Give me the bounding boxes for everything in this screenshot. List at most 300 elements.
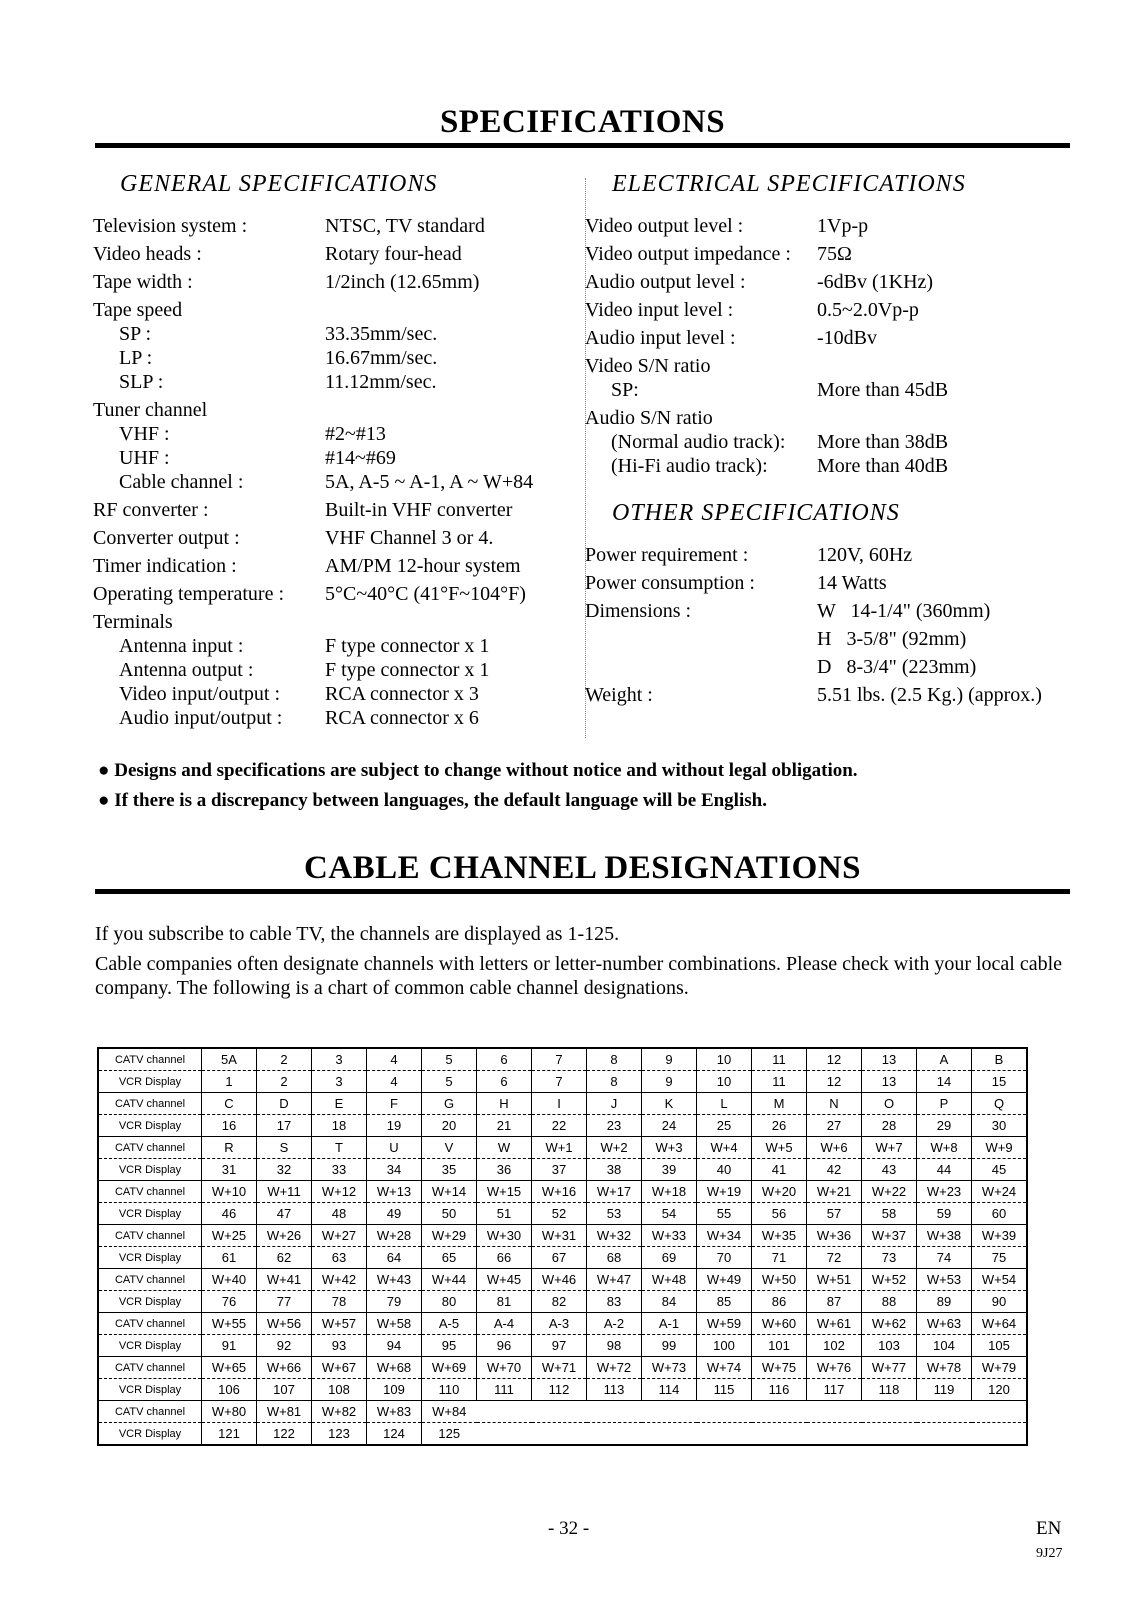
spec-row bbox=[585, 406, 1065, 430]
vcr-cell: 118 bbox=[862, 1379, 917, 1401]
catv-cell: W+84 bbox=[422, 1401, 477, 1423]
spec-row bbox=[585, 354, 1065, 378]
cable-title: CABLE CHANNEL DESIGNATIONS bbox=[303, 850, 862, 886]
spec-row bbox=[93, 270, 573, 294]
catv-cell: 4 bbox=[367, 1048, 422, 1071]
catv-label: CATV channel bbox=[98, 1048, 202, 1071]
catv-cell: Q bbox=[972, 1093, 1028, 1115]
spec-value: W 14-1/4" (360mm) bbox=[817, 600, 991, 622]
spec-row bbox=[585, 242, 1065, 266]
catv-label: CATV channel bbox=[98, 1269, 202, 1291]
vcr-cell: 52 bbox=[532, 1203, 587, 1225]
vcr-cell: 16 bbox=[202, 1115, 257, 1137]
vcr-cell: 90 bbox=[972, 1291, 1028, 1313]
vcr-cell: 87 bbox=[807, 1291, 862, 1313]
catv-cell: W+34 bbox=[697, 1225, 752, 1247]
vcr-cell: 6 bbox=[477, 1071, 532, 1093]
vcr-cell: 24 bbox=[642, 1115, 697, 1137]
spec-label: Operating temperature : bbox=[93, 583, 285, 605]
vcr-cell: 66 bbox=[477, 1247, 532, 1269]
catv-cell: W+43 bbox=[367, 1269, 422, 1291]
spec-value: #14~#69 bbox=[325, 447, 396, 469]
intro-line: If you subscribe to cable TV, the channels are displayed as 1-125. bbox=[95, 923, 620, 945]
vcr-cell: 76 bbox=[202, 1291, 257, 1313]
spec-value: AM/PM 12-hour system bbox=[325, 555, 521, 577]
spec-row bbox=[585, 214, 1065, 238]
vcr-label: VCR Display bbox=[98, 1335, 202, 1357]
vcr-cell: 64 bbox=[367, 1247, 422, 1269]
catv-cell: W+78 bbox=[917, 1357, 972, 1379]
spec-row bbox=[93, 554, 573, 578]
vcr-cell: 92 bbox=[257, 1335, 312, 1357]
vcr-cell: 71 bbox=[752, 1247, 807, 1269]
empty-cell bbox=[917, 1423, 972, 1446]
catv-cell: W+55 bbox=[202, 1313, 257, 1335]
catv-cell: W+80 bbox=[202, 1401, 257, 1423]
vcr-cell: 65 bbox=[422, 1247, 477, 1269]
spec-label: Tuner channel bbox=[93, 399, 208, 421]
spec-row bbox=[585, 430, 1065, 454]
vcr-cell: 110 bbox=[422, 1379, 477, 1401]
spec-value: -6dBv (1KHz) bbox=[817, 271, 934, 293]
spec-value: 1Vp-p bbox=[817, 215, 869, 237]
vcr-cell: 53 bbox=[587, 1203, 642, 1225]
vcr-cell: 102 bbox=[807, 1335, 862, 1357]
vcr-cell: 36 bbox=[477, 1159, 532, 1181]
vcr-cell: 27 bbox=[807, 1115, 862, 1137]
catv-cell: 5 bbox=[422, 1048, 477, 1071]
catv-cell: W+75 bbox=[752, 1357, 807, 1379]
catv-cell: L bbox=[697, 1093, 752, 1115]
catv-cell: W+52 bbox=[862, 1269, 917, 1291]
catv-cell: W+73 bbox=[642, 1357, 697, 1379]
vcr-label: VCR Display bbox=[98, 1203, 202, 1225]
vcr-row bbox=[98, 1071, 1027, 1093]
catv-label: CATV channel bbox=[98, 1093, 202, 1115]
general-specs-list bbox=[93, 214, 573, 730]
catv-cell: P bbox=[917, 1093, 972, 1115]
spec-label: Converter output : bbox=[93, 527, 240, 549]
catv-cell: W+48 bbox=[642, 1269, 697, 1291]
vcr-cell: 72 bbox=[807, 1247, 862, 1269]
vcr-cell: 4 bbox=[367, 1071, 422, 1093]
vcr-cell: 117 bbox=[807, 1379, 862, 1401]
vcr-cell: 44 bbox=[917, 1159, 972, 1181]
spec-row bbox=[93, 370, 573, 394]
empty-cell bbox=[972, 1401, 1028, 1423]
catv-cell: D bbox=[257, 1093, 312, 1115]
catv-label: CATV channel bbox=[98, 1181, 202, 1203]
vcr-cell: 42 bbox=[807, 1159, 862, 1181]
spec-label: Video S/N ratio bbox=[585, 355, 711, 377]
spec-value: 120V, 60Hz bbox=[817, 544, 913, 566]
catv-cell: W+39 bbox=[972, 1225, 1028, 1247]
vcr-label: VCR Display bbox=[98, 1159, 202, 1181]
spec-label: Video input/output : bbox=[119, 683, 281, 705]
cable-intro bbox=[95, 922, 1080, 1006]
spec-value: 16.67mm/sec. bbox=[325, 347, 438, 369]
catv-cell: 7 bbox=[532, 1048, 587, 1071]
spec-row bbox=[93, 498, 573, 522]
spec-row bbox=[93, 214, 573, 238]
catv-cell: W+13 bbox=[367, 1181, 422, 1203]
spec-value: 14 Watts bbox=[817, 572, 887, 594]
catv-cell: W+35 bbox=[752, 1225, 807, 1247]
catv-cell: W+63 bbox=[917, 1313, 972, 1335]
catv-cell: W+28 bbox=[367, 1225, 422, 1247]
vcr-cell: 62 bbox=[257, 1247, 312, 1269]
spec-value: More than 38dB bbox=[817, 431, 949, 453]
vcr-cell: 12 bbox=[807, 1071, 862, 1093]
vcr-cell: 61 bbox=[202, 1247, 257, 1269]
vcr-cell: 120 bbox=[972, 1379, 1028, 1401]
spec-label: Audio input/output : bbox=[119, 707, 283, 729]
vcr-cell: 115 bbox=[697, 1379, 752, 1401]
vcr-label: VCR Display bbox=[98, 1247, 202, 1269]
spec-row bbox=[585, 627, 1065, 651]
catv-label: CATV channel bbox=[98, 1137, 202, 1159]
catv-cell: W+42 bbox=[312, 1269, 367, 1291]
empty-cell bbox=[642, 1401, 697, 1423]
note-item: ● Designs and specifications are subject to change without notice and without legal obligation. bbox=[98, 760, 858, 781]
catv-cell: W+74 bbox=[697, 1357, 752, 1379]
vcr-cell: 56 bbox=[752, 1203, 807, 1225]
spec-row bbox=[585, 326, 1065, 350]
catv-cell: 6 bbox=[477, 1048, 532, 1071]
catv-cell: W+32 bbox=[587, 1225, 642, 1247]
spec-label: Video output impedance : bbox=[585, 243, 791, 265]
vcr-cell: 74 bbox=[917, 1247, 972, 1269]
catv-cell: W+62 bbox=[862, 1313, 917, 1335]
vcr-cell: 28 bbox=[862, 1115, 917, 1137]
vcr-cell: 69 bbox=[642, 1247, 697, 1269]
catv-row bbox=[98, 1269, 1027, 1291]
vcr-cell: 40 bbox=[697, 1159, 752, 1181]
vcr-cell: 99 bbox=[642, 1335, 697, 1357]
vcr-cell: 124 bbox=[367, 1423, 422, 1446]
vcr-cell: 83 bbox=[587, 1291, 642, 1313]
vcr-cell: 119 bbox=[917, 1379, 972, 1401]
catv-cell: W+71 bbox=[532, 1357, 587, 1379]
catv-cell: W+26 bbox=[257, 1225, 312, 1247]
catv-cell: W+58 bbox=[367, 1313, 422, 1335]
spec-row bbox=[93, 398, 573, 422]
catv-label: CATV channel bbox=[98, 1313, 202, 1335]
catv-cell: A-4 bbox=[477, 1313, 532, 1335]
spec-row bbox=[93, 322, 573, 346]
vcr-cell: 103 bbox=[862, 1335, 917, 1357]
vcr-cell: 82 bbox=[532, 1291, 587, 1313]
spec-value: H 3-5/8" (92mm) bbox=[817, 628, 967, 650]
vcr-row bbox=[98, 1291, 1027, 1313]
spec-row bbox=[585, 298, 1065, 322]
vcr-cell: 31 bbox=[202, 1159, 257, 1181]
catv-cell: W+65 bbox=[202, 1357, 257, 1379]
catv-row bbox=[98, 1357, 1027, 1379]
vcr-cell: 46 bbox=[202, 1203, 257, 1225]
vcr-cell: 50 bbox=[422, 1203, 477, 1225]
vcr-row bbox=[98, 1335, 1027, 1357]
spec-value: Built-in VHF converter bbox=[325, 499, 513, 521]
other-specs-list bbox=[585, 543, 1065, 707]
vcr-cell: 112 bbox=[532, 1379, 587, 1401]
vcr-row bbox=[98, 1115, 1027, 1137]
vcr-cell: 106 bbox=[202, 1379, 257, 1401]
vcr-cell: 79 bbox=[367, 1291, 422, 1313]
catv-cell: W+2 bbox=[587, 1137, 642, 1159]
vcr-cell: 58 bbox=[862, 1203, 917, 1225]
catv-cell: W+47 bbox=[587, 1269, 642, 1291]
catv-cell: W+16 bbox=[532, 1181, 587, 1203]
vcr-cell: 122 bbox=[257, 1423, 312, 1446]
catv-cell: W+72 bbox=[587, 1357, 642, 1379]
spec-row bbox=[93, 346, 573, 370]
spec-value: #2~#13 bbox=[325, 423, 386, 445]
spec-value: More than 45dB bbox=[817, 379, 949, 401]
electrical-specs-heading: ELECTRICAL SPECIFICATIONS bbox=[612, 171, 966, 197]
spec-row bbox=[93, 298, 573, 322]
catv-cell: W+25 bbox=[202, 1225, 257, 1247]
specifications-title: SPECIFICATIONS bbox=[439, 104, 726, 140]
catv-cell: W+57 bbox=[312, 1313, 367, 1335]
empty-cell bbox=[752, 1423, 807, 1446]
catv-cell: W+10 bbox=[202, 1181, 257, 1203]
catv-cell: W+3 bbox=[642, 1137, 697, 1159]
spec-label: Antenna input : bbox=[119, 635, 244, 657]
vcr-cell: 116 bbox=[752, 1379, 807, 1401]
vcr-cell: 33 bbox=[312, 1159, 367, 1181]
catv-label: CATV channel bbox=[98, 1225, 202, 1247]
catv-cell: W+50 bbox=[752, 1269, 807, 1291]
vcr-cell: 57 bbox=[807, 1203, 862, 1225]
spec-value: 5°C~40°C (41°F~104°F) bbox=[325, 583, 526, 605]
notes bbox=[98, 760, 858, 820]
vcr-cell: 93 bbox=[312, 1335, 367, 1357]
vcr-row bbox=[98, 1159, 1027, 1181]
catv-cell: W+37 bbox=[862, 1225, 917, 1247]
vcr-cell: 75 bbox=[972, 1247, 1028, 1269]
spec-row bbox=[585, 683, 1065, 707]
spec-label: LP : bbox=[119, 347, 153, 369]
vcr-cell: 113 bbox=[587, 1379, 642, 1401]
catv-cell: 2 bbox=[257, 1048, 312, 1071]
spec-label: (Normal audio track): bbox=[611, 431, 786, 453]
catv-cell: W+45 bbox=[477, 1269, 532, 1291]
vcr-row bbox=[98, 1379, 1027, 1401]
empty-cell bbox=[697, 1401, 752, 1423]
note-item: ● If there is a discrepancy between languages, the default language will be English. bbox=[98, 790, 767, 811]
vcr-cell: 67 bbox=[532, 1247, 587, 1269]
vcr-cell: 47 bbox=[257, 1203, 312, 1225]
catv-cell: W+36 bbox=[807, 1225, 862, 1247]
catv-cell: W+49 bbox=[697, 1269, 752, 1291]
vcr-cell: 89 bbox=[917, 1291, 972, 1313]
vcr-cell: 98 bbox=[587, 1335, 642, 1357]
spec-value: 75Ω bbox=[817, 243, 852, 265]
vcr-cell: 86 bbox=[752, 1291, 807, 1313]
empty-cell bbox=[587, 1423, 642, 1446]
vcr-cell: 114 bbox=[642, 1379, 697, 1401]
vcr-cell: 60 bbox=[972, 1203, 1028, 1225]
catv-cell: K bbox=[642, 1093, 697, 1115]
spec-row bbox=[93, 582, 573, 606]
catv-cell: W bbox=[477, 1137, 532, 1159]
spec-label: Audio S/N ratio bbox=[585, 407, 713, 429]
spec-label: Weight : bbox=[585, 684, 653, 706]
vcr-cell: 21 bbox=[477, 1115, 532, 1137]
empty-cell bbox=[807, 1401, 862, 1423]
spec-label: Audio output level : bbox=[585, 271, 746, 293]
catv-cell: C bbox=[202, 1093, 257, 1115]
empty-cell bbox=[862, 1401, 917, 1423]
vcr-cell: 43 bbox=[862, 1159, 917, 1181]
empty-cell bbox=[532, 1401, 587, 1423]
vcr-cell: 104 bbox=[917, 1335, 972, 1357]
vcr-cell: 18 bbox=[312, 1115, 367, 1137]
vcr-cell: 121 bbox=[202, 1423, 257, 1446]
vcr-cell: 34 bbox=[367, 1159, 422, 1181]
catv-cell: W+54 bbox=[972, 1269, 1028, 1291]
spec-value: 33.35mm/sec. bbox=[325, 323, 438, 345]
catv-cell: W+59 bbox=[697, 1313, 752, 1335]
catv-cell: W+51 bbox=[807, 1269, 862, 1291]
catv-cell: S bbox=[257, 1137, 312, 1159]
vcr-cell: 5 bbox=[422, 1071, 477, 1093]
spec-row bbox=[585, 543, 1065, 567]
empty-cell bbox=[477, 1401, 532, 1423]
vcr-cell: 97 bbox=[532, 1335, 587, 1357]
vcr-cell: 39 bbox=[642, 1159, 697, 1181]
spec-label: Video input level : bbox=[585, 299, 734, 321]
vcr-cell: 23 bbox=[587, 1115, 642, 1137]
vcr-cell: 108 bbox=[312, 1379, 367, 1401]
spec-value: 0.5~2.0Vp-p bbox=[817, 299, 919, 321]
spec-label: SP: bbox=[611, 379, 639, 401]
vcr-cell: 35 bbox=[422, 1159, 477, 1181]
catv-cell: W+64 bbox=[972, 1313, 1028, 1335]
page-number: - 32 - bbox=[548, 1518, 590, 1539]
spec-row bbox=[93, 422, 573, 446]
cable-channel-table bbox=[97, 1047, 1028, 1446]
catv-cell: W+77 bbox=[862, 1357, 917, 1379]
catv-row bbox=[98, 1137, 1027, 1159]
catv-cell: H bbox=[477, 1093, 532, 1115]
catv-cell: W+66 bbox=[257, 1357, 312, 1379]
spec-row bbox=[585, 270, 1065, 294]
spec-value: D 8-3/4" (223mm) bbox=[817, 656, 977, 678]
catv-cell: W+44 bbox=[422, 1269, 477, 1291]
vcr-cell: 70 bbox=[697, 1247, 752, 1269]
catv-cell: 5A bbox=[202, 1048, 257, 1071]
spec-label: Video heads : bbox=[93, 243, 202, 265]
catv-label: CATV channel bbox=[98, 1357, 202, 1379]
document-code: 9J27 bbox=[1036, 1546, 1063, 1561]
language-code: EN bbox=[1036, 1518, 1062, 1539]
vcr-cell: 91 bbox=[202, 1335, 257, 1357]
spec-label: Television system : bbox=[93, 215, 248, 237]
empty-cell bbox=[807, 1423, 862, 1446]
spec-value: RCA connector x 3 bbox=[325, 683, 479, 705]
catv-cell: W+83 bbox=[367, 1401, 422, 1423]
title-rule bbox=[95, 143, 1070, 148]
empty-cell bbox=[862, 1423, 917, 1446]
catv-row bbox=[98, 1048, 1027, 1071]
catv-cell: W+69 bbox=[422, 1357, 477, 1379]
vcr-cell: 8 bbox=[587, 1071, 642, 1093]
vcr-cell: 109 bbox=[367, 1379, 422, 1401]
catv-row bbox=[98, 1181, 1027, 1203]
vcr-cell: 100 bbox=[697, 1335, 752, 1357]
vcr-cell: 41 bbox=[752, 1159, 807, 1181]
vcr-cell: 125 bbox=[422, 1423, 477, 1446]
catv-row bbox=[98, 1401, 1027, 1423]
catv-cell: W+14 bbox=[422, 1181, 477, 1203]
catv-cell: A bbox=[917, 1048, 972, 1071]
spec-row bbox=[93, 470, 573, 494]
catv-cell: W+70 bbox=[477, 1357, 532, 1379]
empty-cell bbox=[642, 1423, 697, 1446]
catv-cell: W+22 bbox=[862, 1181, 917, 1203]
catv-cell: W+9 bbox=[972, 1137, 1028, 1159]
catv-cell: W+18 bbox=[642, 1181, 697, 1203]
empty-cell bbox=[587, 1401, 642, 1423]
vcr-cell: 63 bbox=[312, 1247, 367, 1269]
vcr-cell: 95 bbox=[422, 1335, 477, 1357]
catv-cell: W+23 bbox=[917, 1181, 972, 1203]
catv-cell: W+6 bbox=[807, 1137, 862, 1159]
spec-label: UHF : bbox=[119, 447, 170, 469]
empty-cell bbox=[532, 1423, 587, 1446]
spec-row bbox=[93, 446, 573, 470]
catv-cell: W+56 bbox=[257, 1313, 312, 1335]
catv-cell: W+81 bbox=[257, 1401, 312, 1423]
catv-cell: W+7 bbox=[862, 1137, 917, 1159]
catv-cell: 12 bbox=[807, 1048, 862, 1071]
spec-row bbox=[585, 378, 1065, 402]
spec-label: (Hi-Fi audio track): bbox=[611, 455, 768, 477]
vcr-cell: 37 bbox=[532, 1159, 587, 1181]
catv-cell: W+82 bbox=[312, 1401, 367, 1423]
catv-cell: W+17 bbox=[587, 1181, 642, 1203]
vcr-row bbox=[98, 1423, 1027, 1446]
vcr-cell: 84 bbox=[642, 1291, 697, 1313]
spec-label: Tape width : bbox=[93, 271, 193, 293]
vcr-row bbox=[98, 1203, 1027, 1225]
other-specs-heading: OTHER SPECIFICATIONS bbox=[612, 500, 900, 526]
catv-cell: 10 bbox=[697, 1048, 752, 1071]
vcr-cell: 22 bbox=[532, 1115, 587, 1137]
spec-row bbox=[585, 655, 1065, 679]
spec-label: Video output level : bbox=[585, 215, 744, 237]
vcr-cell: 32 bbox=[257, 1159, 312, 1181]
spec-value: VHF Channel 3 or 4. bbox=[325, 527, 494, 549]
catv-cell: I bbox=[532, 1093, 587, 1115]
catv-cell: W+41 bbox=[257, 1269, 312, 1291]
catv-cell: A-2 bbox=[587, 1313, 642, 1335]
spec-row bbox=[585, 571, 1065, 595]
vcr-cell: 111 bbox=[477, 1379, 532, 1401]
catv-cell: W+29 bbox=[422, 1225, 477, 1247]
vcr-cell: 20 bbox=[422, 1115, 477, 1137]
empty-cell bbox=[972, 1423, 1028, 1446]
catv-cell: W+1 bbox=[532, 1137, 587, 1159]
catv-cell: G bbox=[422, 1093, 477, 1115]
catv-cell: W+61 bbox=[807, 1313, 862, 1335]
vcr-cell: 101 bbox=[752, 1335, 807, 1357]
catv-cell: A-3 bbox=[532, 1313, 587, 1335]
spec-value: 5.51 lbs. (2.5 Kg.) (approx.) bbox=[817, 684, 1042, 706]
vcr-cell: 59 bbox=[917, 1203, 972, 1225]
